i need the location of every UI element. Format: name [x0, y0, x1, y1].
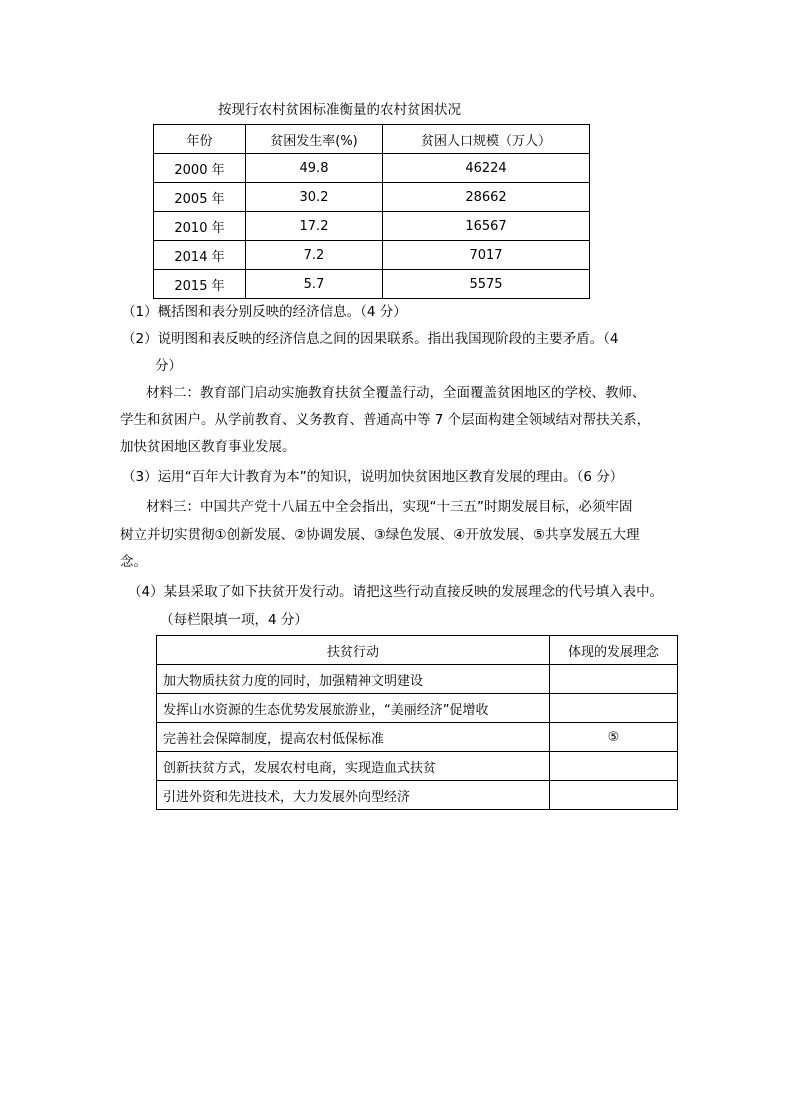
poverty-table	[153, 124, 590, 299]
table-row	[157, 665, 678, 694]
question-2: （2）说明图和表反映的经济信息之间的因果联系。指出我国现阶段的主要矛盾。（4	[122, 331, 619, 347]
table-cell	[550, 781, 678, 810]
table-row	[154, 241, 590, 270]
table-cell	[550, 665, 678, 694]
table-cell: 完善社会保障制度，提高农村低保标准	[157, 723, 550, 752]
table-cell: 2005 年	[154, 183, 246, 212]
table-cell: 16567	[383, 212, 590, 241]
table-cell: 30.2	[246, 183, 383, 212]
header-cell: 扶贫行动	[157, 636, 550, 665]
header-cell: 体现的发展理念	[550, 636, 678, 665]
header-cell: 贫困发生率(%)	[246, 125, 383, 154]
table-cell: 发挥山水资源的生态优势发展旅游业，“美丽经济”促增收	[157, 694, 550, 723]
table-cell: 46224	[383, 154, 590, 183]
question-4-note: （每栏限填一项，4 分）	[160, 612, 308, 628]
table-cell: 49.8	[246, 154, 383, 183]
question-2-cont: 分）	[155, 358, 182, 374]
table-row	[154, 270, 590, 299]
table-cell: 17.2	[246, 212, 383, 241]
question-4: （4）某县采取了如下扶贫开发行动。请把这些行动直接反映的发展理念的代号填入表中。	[128, 584, 664, 600]
table-cell: 创新扶贫方式，发展农村电商，实现造血式扶贫	[157, 752, 550, 781]
question-3: （3）运用“百年大计教育为本”的知识，说明加快贫困地区教育发展的理由。（6 分）	[122, 469, 624, 485]
question-1: （1）概括图和表分别反映的经济信息。（4 分）	[122, 304, 407, 320]
table-row	[157, 781, 678, 810]
table-cell: 7.2	[246, 241, 383, 270]
material-2-line3: 加快贫困地区教育事业发展。	[120, 439, 296, 455]
header-cell: 贫困人口规模（万人）	[383, 125, 590, 154]
material-3: 材料三：中国共产党十八届五中全会指出，实现“十三五”时期发展目标，必须牢固	[146, 499, 633, 515]
material-2-line2: 学生和贫困户。从学前教育、义务教育、普通高中等 7 个层面构建全领域结对帮扶关系，	[120, 412, 651, 428]
actions-table	[156, 635, 678, 810]
table-cell: 28662	[383, 183, 590, 212]
table-row	[154, 154, 590, 183]
header-cell: 年份	[154, 125, 246, 154]
table-cell: 2015 年	[154, 270, 246, 299]
table-row	[154, 183, 590, 212]
material-3-line3: 念。	[120, 554, 147, 570]
table-cell: 5575	[383, 270, 590, 299]
table-cell: 2010 年	[154, 212, 246, 241]
table-cell: 7017	[383, 241, 590, 270]
table-cell: 2000 年	[154, 154, 246, 183]
table-cell: 加大物质扶贫力度的同时，加强精神文明建设	[157, 665, 550, 694]
table-row	[157, 694, 678, 723]
table1-title: 按现行农村贫困标准衡量的农村贫困状况	[218, 102, 461, 118]
table-cell: 5.7	[246, 270, 383, 299]
table-cell	[550, 752, 678, 781]
table-cell: ⑤	[550, 723, 678, 752]
material-2: 材料二：教育部门启动实施教育扶贫全覆盖行动，全面覆盖贫困地区的学校、教师、	[146, 385, 646, 401]
table-header-row	[154, 125, 590, 154]
table-row	[157, 723, 678, 752]
table-header-row	[157, 636, 678, 665]
table-row	[157, 752, 678, 781]
table-cell: 2014 年	[154, 241, 246, 270]
material-3-line2: 树立并切实贯彻①创新发展、②协调发展、③绿色发展、④开放发展、⑤共享发展五大理	[120, 527, 640, 543]
table-cell	[550, 694, 678, 723]
table-row	[154, 212, 590, 241]
table-cell: 引进外资和先进技术，大力发展外向型经济	[157, 781, 550, 810]
